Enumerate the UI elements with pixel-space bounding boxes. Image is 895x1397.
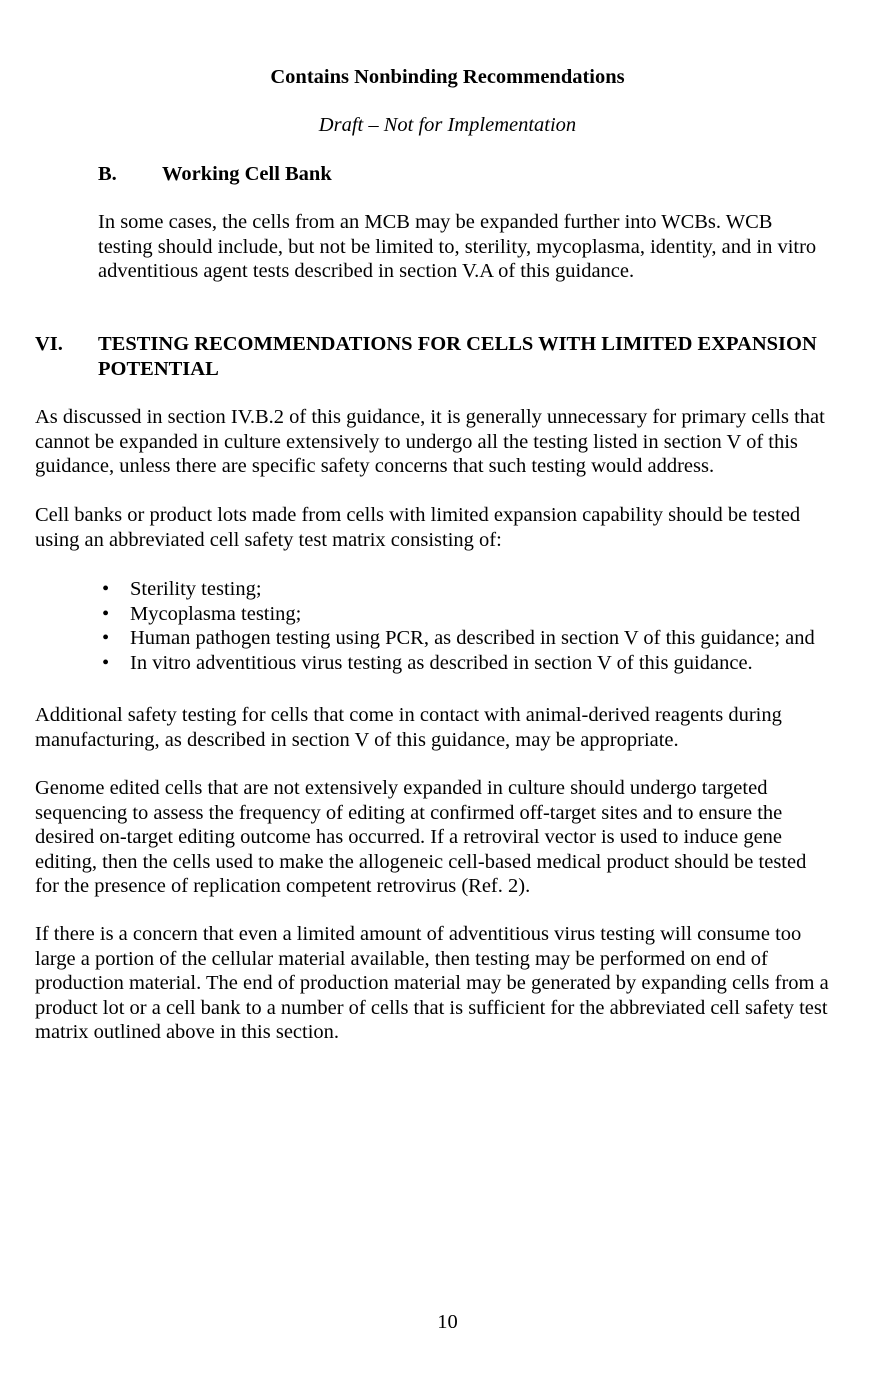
text-line: sequencing to assess the frequency of editing at confirmed off-target sites and to ensure the — [35, 801, 783, 824]
header-subtitle: Draft – Not for Implementation — [318, 114, 577, 136]
paragraph-4 — [35, 776, 806, 899]
text-line: Genome edited cells that are not extensively expanded in culture should undergo targeted — [35, 777, 768, 799]
section-b-title: Working Cell Bank — [162, 163, 332, 185]
header-title: Contains Nonbinding Recommendations — [270, 66, 625, 88]
title-line: POTENTIAL — [98, 357, 219, 380]
text-line: editing, then the cells used to make the allogeneic cell-based medical product should be tested — [35, 850, 807, 873]
bullet-icon: • — [102, 578, 110, 600]
text-line: production material. The end of production material may be generated by expanding cells from a — [35, 972, 829, 994]
text-line: product lot or a cell bank to a number of cells that is sufficient for the abbreviated cell safety test — [35, 996, 828, 1019]
list-item: • Human pathogen testing using PCR, as described in section V of this guidance; and — [102, 627, 815, 649]
text-line: large a portion of the cellular material available, then testing may be performed on end of — [35, 947, 768, 970]
text-line: for the presence of replication competent retrovirus (Ref. 2). — [35, 875, 531, 897]
paragraph-5 — [35, 922, 829, 1045]
text-line: manufacturing, as described in section V of this guidance, may be appropriate. — [35, 728, 679, 751]
list-item: • In vitro adventitious virus testing as described in section V of this guidance. — [102, 651, 753, 674]
bullet-list — [102, 577, 815, 675]
text-line: desired on-target editing outcome has occurred. If a retroviral vector is used to induce gene — [35, 826, 783, 848]
bullet-icon: • — [102, 651, 110, 674]
text-line: guidance, unless there are specific safety concerns that such testing would address. — [35, 455, 715, 477]
page-number: 10 — [437, 1311, 458, 1333]
section-b-number: B. — [98, 163, 117, 185]
text-line: using an abbreviated cell safety test matrix consisting of: — [35, 528, 502, 551]
text-line: cannot be expanded in culture extensively to undergo all the testing listed in section V of this — [35, 430, 798, 453]
bullet-icon: • — [102, 602, 110, 625]
section-b-paragraph — [98, 210, 816, 284]
text-line: If there is a concern that even a limited amount of adventitious virus testing will consume too — [35, 923, 802, 945]
text-line: Cell banks or product lots made from cells with limited expansion capability should be tested — [35, 504, 801, 526]
paragraph-1 — [35, 405, 825, 479]
text-line: Additional safety testing for cells that come in contact with animal-derived reagents during — [35, 704, 782, 726]
section-vi-number: VI. — [35, 333, 63, 355]
text-line: In some cases, the cells from an MCB may be expanded further into WCBs. WCB — [98, 211, 773, 233]
text-line: testing should include, but not be limited to, sterility, mycoplasma, identity, and in vitro — [98, 235, 817, 258]
text-line: matrix outlined above in this section. — [35, 1021, 340, 1043]
list-item: • Sterility testing; — [102, 578, 262, 600]
title-line: TESTING RECOMMENDATIONS FOR CELLS WITH LIMITED EXPANSION — [98, 333, 817, 355]
list-item: • Mycoplasma testing; — [102, 602, 302, 625]
paragraph-2 — [35, 503, 800, 552]
text-line: adventitious agent tests described in section V.A of this guidance. — [98, 260, 635, 282]
bullet-icon: • — [102, 627, 110, 649]
paragraph-3 — [35, 703, 782, 752]
text-line: As discussed in section IV.B.2 of this guidance, it is generally unnecessary for primary cells that — [35, 406, 825, 428]
section-vi-title — [98, 332, 817, 381]
